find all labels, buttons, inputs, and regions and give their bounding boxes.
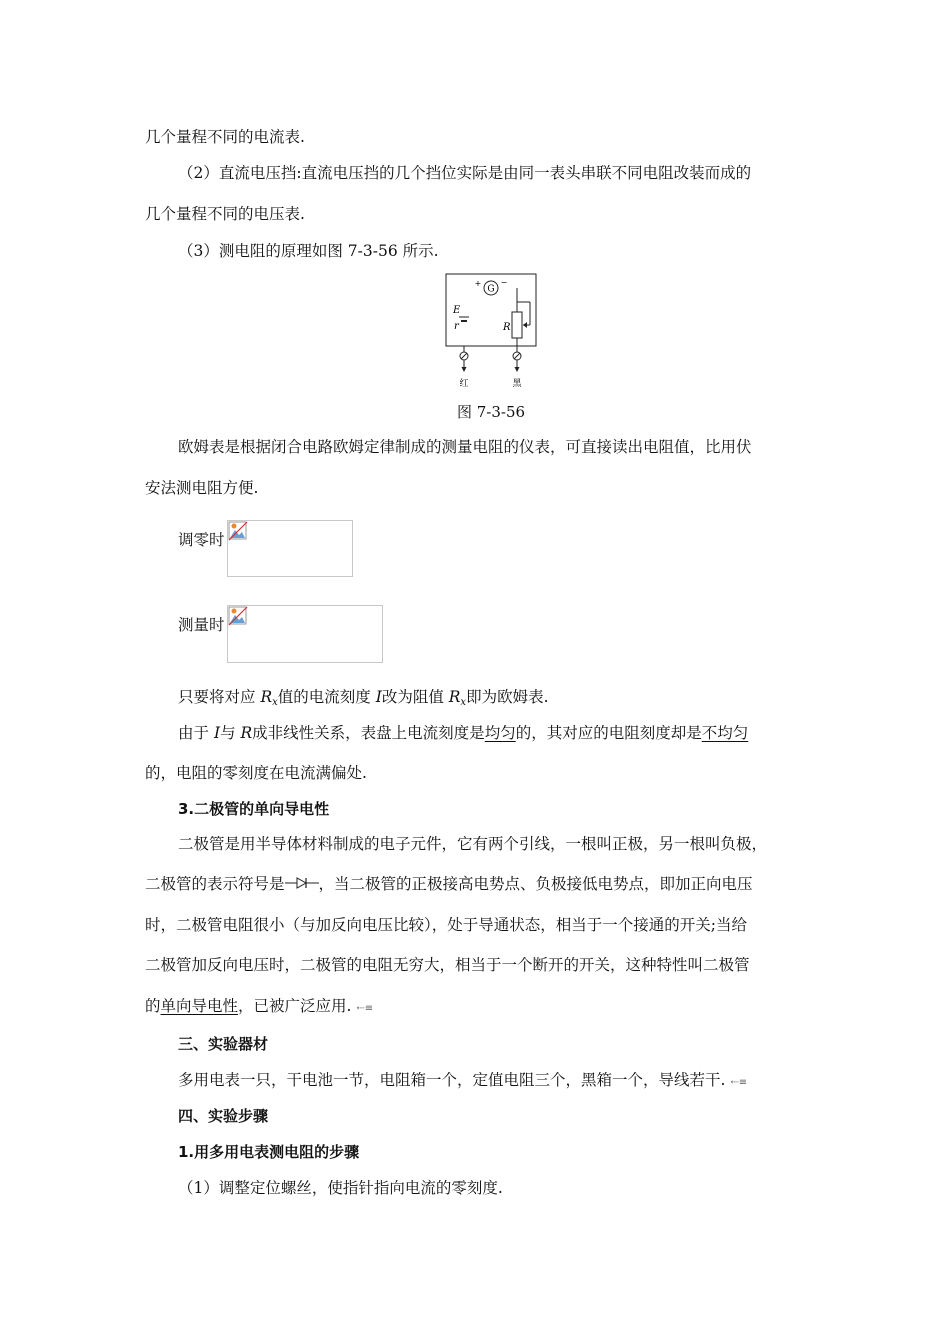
minus-sign: − bbox=[500, 278, 508, 287]
paragraph-text: 欧姆表是根据闭合电路欧姆定律制成的测量电阻的仪表，可直接读出电阻值，比用伏 bbox=[178, 438, 752, 456]
resistor-label: R bbox=[503, 322, 511, 333]
galvanometer-label: G bbox=[487, 284, 495, 295]
paragraph-text: （2）直流电压挡:直流电压挡的几个挡位实际是由同一表头串联不同电阻改装而成的 bbox=[178, 164, 752, 182]
paragraph-text: 由于 I与 R成非线性关系，表盘上电流刻度是均匀的，其对应的电阻刻度却是不均匀 bbox=[178, 724, 749, 742]
paragraph-mark: ⇠≡ bbox=[356, 1003, 374, 1014]
paragraph-text: 安法测电阻方便. bbox=[145, 479, 259, 497]
paragraph-text: 二极管是用半导体材料制成的电子元件，它有两个引线，一根叫正极，另一根叫负极， bbox=[178, 835, 768, 853]
figure-caption: 图 7-3-56 bbox=[457, 403, 526, 421]
measure-label: 测量时 bbox=[178, 616, 225, 634]
paragraph-text: 多用电表一只，干电池一节，电阻箱一个，定值电阻三个，黑箱一个，导线若干. ⇠≡ bbox=[178, 1071, 748, 1089]
broken-image-icon bbox=[228, 606, 248, 626]
broken-image-icon bbox=[228, 521, 248, 541]
section-heading: 3.二极管的单向导电性 bbox=[178, 800, 330, 818]
diode-symbol-icon bbox=[285, 876, 319, 890]
emf-label: E bbox=[453, 305, 461, 316]
image-placeholder bbox=[227, 520, 353, 577]
paragraph-text: （1）调整定位螺丝，使指针指向电流的零刻度. bbox=[178, 1179, 503, 1197]
circuit-overlay bbox=[440, 272, 540, 390]
image-placeholder bbox=[227, 605, 383, 663]
paragraph-mark: ⇠≡ bbox=[730, 1077, 748, 1088]
paragraph-text: 时，二极管电阻很小（与加反向电压比较），处于导通状态，相当于一个接通的开关;当给 bbox=[145, 916, 747, 934]
black-label: 黑 bbox=[512, 379, 522, 389]
paragraph-text: 二极管加反向电压时，二极管的电阻无穷大，相当于一个断开的开关，这种特性叫二极管 bbox=[145, 956, 750, 974]
paragraph-text: 的，电阻的零刻度在电流满偏处. bbox=[145, 764, 367, 782]
section-heading: 三、实验器材 bbox=[178, 1035, 269, 1053]
internal-resistance-label: r bbox=[454, 321, 459, 332]
paragraph-text: 二极管的表示符号是 ，当二极管的正极接高电势点、负极接低电势点，即加正向电压 bbox=[145, 875, 753, 893]
red-label: 红 bbox=[459, 379, 469, 389]
paragraph-text: 几个量程不同的电压表. bbox=[145, 205, 305, 223]
plus-sign: + bbox=[474, 279, 482, 288]
zero-adjust-label: 调零时 bbox=[178, 531, 225, 549]
paragraph-text: （3）测电阻的原理如图 7-3-56 所示. bbox=[178, 242, 439, 260]
paragraph-text: 只要将对应 $R_x$值的电流刻度 I改为阻值 $R_x$即为欧姆表. bbox=[178, 688, 549, 708]
section-heading: 1.用多用电表测电阻的步骤 bbox=[178, 1143, 360, 1161]
paragraph-text: 几个量程不同的电流表. bbox=[145, 128, 305, 146]
section-heading: 四、实验步骤 bbox=[178, 1107, 269, 1125]
paragraph-text: 的单向导电性，已被广泛应用. ⇠≡ bbox=[145, 997, 374, 1015]
